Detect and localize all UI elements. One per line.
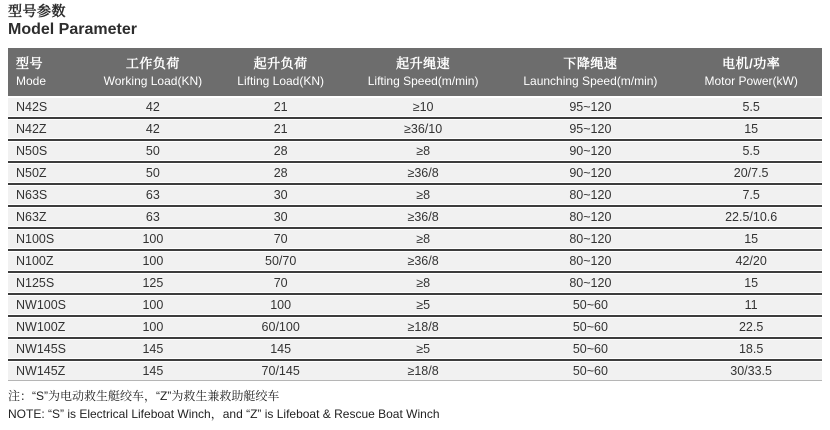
page-title-en: Model Parameter	[8, 20, 137, 38]
table-row	[8, 340, 822, 358]
note-en: NOTE: “S” is Electrical Lifeboat Winch，and “Z” is Lifeboat & Rescue Boat Winch	[8, 406, 440, 421]
row-separator	[8, 117, 822, 119]
cell-lifting-load: 50/70	[265, 253, 297, 268]
cell-working-load: 42	[145, 99, 160, 114]
cell-working-load: 100	[142, 319, 164, 334]
cell-motor-power: 15	[744, 275, 759, 290]
cell-working-load: 42	[145, 121, 160, 136]
table-header-row	[8, 48, 822, 96]
cell-launching-speed: 95~120	[569, 121, 612, 136]
col-header-lifting-speed-zh: 起升绳速	[396, 55, 451, 71]
cell-mode: N100Z	[16, 253, 54, 268]
cell-motor-power: 18.5	[738, 341, 764, 356]
cell-launching-speed: 50~60	[572, 363, 608, 378]
cell-lifting-speed: ≥36/8	[407, 253, 439, 268]
cell-launching-speed: 90~120	[569, 143, 612, 158]
cell-mode: NW100S	[16, 297, 67, 312]
cell-working-load: 63	[145, 187, 160, 202]
row-separator	[8, 161, 822, 163]
cell-motor-power: 5.5	[742, 143, 760, 158]
row-separator	[8, 183, 822, 185]
row-separator	[8, 227, 822, 229]
cell-mode: NW100Z	[16, 319, 66, 334]
row-separator	[8, 271, 822, 273]
table-row	[8, 120, 822, 138]
col-header-motor-power	[680, 48, 822, 96]
cell-lifting-speed: ≥36/10	[404, 121, 443, 136]
col-header-motor-power-zh: 电机/功率	[722, 55, 781, 71]
cell-lifting-speed: ≥18/8	[407, 363, 439, 378]
cell-lifting-load: 70	[273, 275, 288, 290]
cell-lifting-load: 30	[273, 209, 288, 224]
cell-working-load: 145	[142, 341, 164, 356]
col-header-working-load	[90, 48, 215, 96]
row-separator	[8, 249, 822, 251]
cell-lifting-speed: ≥10	[412, 99, 434, 114]
table-row	[8, 274, 822, 292]
cell-launching-speed: 80~120	[569, 231, 612, 246]
cell-lifting-speed: ≥36/8	[407, 209, 439, 224]
table-row	[8, 142, 822, 160]
table-row	[8, 98, 822, 116]
row-separator	[8, 337, 822, 339]
cell-motor-power: 5.5	[742, 99, 760, 114]
cell-motor-power: 22.5	[738, 319, 764, 334]
col-header-motor-power-en: Motor Power(kW)	[704, 73, 798, 88]
col-header-lifting-load-en: Lifting Load(KN)	[237, 73, 325, 88]
cell-mode: N63S	[16, 187, 48, 202]
cell-launching-speed: 80~120	[569, 187, 612, 202]
cell-lifting-speed: ≥5	[416, 341, 431, 356]
cell-launching-speed: 80~120	[569, 253, 612, 268]
cell-launching-speed: 90~120	[569, 165, 612, 180]
col-header-lifting-speed-en: Lifting Speed(m/min)	[367, 73, 479, 88]
cell-motor-power: 30/33.5	[730, 363, 772, 378]
table-row	[8, 230, 822, 248]
cell-motor-power: 15	[744, 231, 759, 246]
row-separator	[8, 139, 822, 141]
cell-lifting-speed: ≥8	[416, 187, 431, 202]
table-row	[8, 318, 822, 336]
table-row	[8, 252, 822, 270]
cell-lifting-load: 70	[273, 231, 288, 246]
cell-mode: N100S	[16, 231, 55, 246]
row-separator	[8, 359, 822, 361]
table-row	[8, 296, 822, 314]
col-header-launching-speed-zh: 下降绳速	[563, 55, 618, 71]
cell-working-load: 100	[142, 297, 164, 312]
table-body	[8, 98, 822, 381]
row-separator	[8, 205, 822, 207]
col-header-mode	[8, 48, 90, 96]
cell-motor-power: 42/20	[735, 253, 767, 268]
cell-launching-speed: 80~120	[569, 209, 612, 224]
cell-lifting-load: 70/145	[261, 363, 300, 378]
table-row	[8, 164, 822, 182]
table-row	[8, 186, 822, 204]
col-header-working-load-zh: 工作负荷	[125, 55, 180, 71]
cell-lifting-speed: ≥5	[416, 297, 431, 312]
page-title-zh: 型号参数	[8, 3, 66, 19]
cell-motor-power: 20/7.5	[733, 165, 769, 180]
cell-mode: N63Z	[16, 209, 47, 224]
cell-working-load: 145	[142, 363, 164, 378]
footnotes	[8, 387, 822, 423]
cell-lifting-speed: ≥8	[416, 275, 431, 290]
table-row	[8, 208, 822, 226]
cell-motor-power: 22.5/10.6	[725, 209, 778, 224]
col-header-lifting-load	[216, 48, 346, 96]
row-separator	[8, 293, 822, 295]
cell-working-load: 100	[142, 253, 164, 268]
cell-lifting-speed: ≥8	[416, 143, 431, 158]
cell-lifting-load: 28	[273, 143, 288, 158]
cell-mode: NW145Z	[16, 363, 66, 378]
row-separator	[8, 315, 822, 317]
cell-working-load: 63	[145, 209, 160, 224]
col-header-mode-zh: 型号	[16, 55, 44, 71]
cell-launching-speed: 50~60	[572, 297, 608, 312]
cell-mode: N42Z	[16, 121, 47, 136]
col-header-lifting-speed	[346, 48, 501, 96]
cell-working-load: 50	[145, 143, 160, 158]
cell-lifting-load: 21	[273, 121, 288, 136]
col-header-mode-en: Mode	[16, 73, 47, 88]
col-header-launching-speed-en: Launching Speed(m/min)	[523, 73, 658, 88]
cell-mode: NW145S	[16, 341, 67, 356]
cell-lifting-load: 28	[273, 165, 288, 180]
cell-motor-power: 11	[744, 297, 758, 312]
note-zh: 注：“S”为电动救生艇绞车，“Z”为救生兼救助艇绞车	[8, 388, 280, 403]
cell-mode: N42S	[16, 99, 48, 114]
cell-lifting-load: 145	[270, 341, 292, 356]
cell-lifting-load: 21	[273, 99, 288, 114]
cell-lifting-load: 60/100	[261, 319, 300, 334]
cell-mode: N125S	[16, 275, 55, 290]
cell-motor-power: 15	[744, 121, 759, 136]
cell-working-load: 100	[142, 231, 164, 246]
cell-working-load: 125	[142, 275, 164, 290]
model-parameter-table	[8, 48, 822, 381]
cell-motor-power: 7.5	[742, 187, 760, 202]
cell-working-load: 50	[145, 165, 160, 180]
cell-lifting-load: 100	[270, 297, 292, 312]
cell-launching-speed: 95~120	[569, 99, 612, 114]
cell-lifting-speed: ≥18/8	[407, 319, 439, 334]
cell-lifting-speed: ≥36/8	[407, 165, 439, 180]
cell-launching-speed: 50~60	[572, 319, 608, 334]
cell-lifting-load: 30	[273, 187, 288, 202]
cell-lifting-speed: ≥8	[416, 231, 431, 246]
cell-launching-speed: 50~60	[572, 341, 608, 356]
cell-mode: N50Z	[16, 165, 47, 180]
cell-launching-speed: 80~120	[569, 275, 612, 290]
col-header-working-load-en: Working Load(KN)	[103, 73, 203, 88]
cell-mode: N50S	[16, 143, 48, 158]
col-header-lifting-load-zh: 起升负荷	[253, 55, 308, 71]
table-row	[8, 362, 822, 380]
col-header-launching-speed	[500, 48, 680, 96]
